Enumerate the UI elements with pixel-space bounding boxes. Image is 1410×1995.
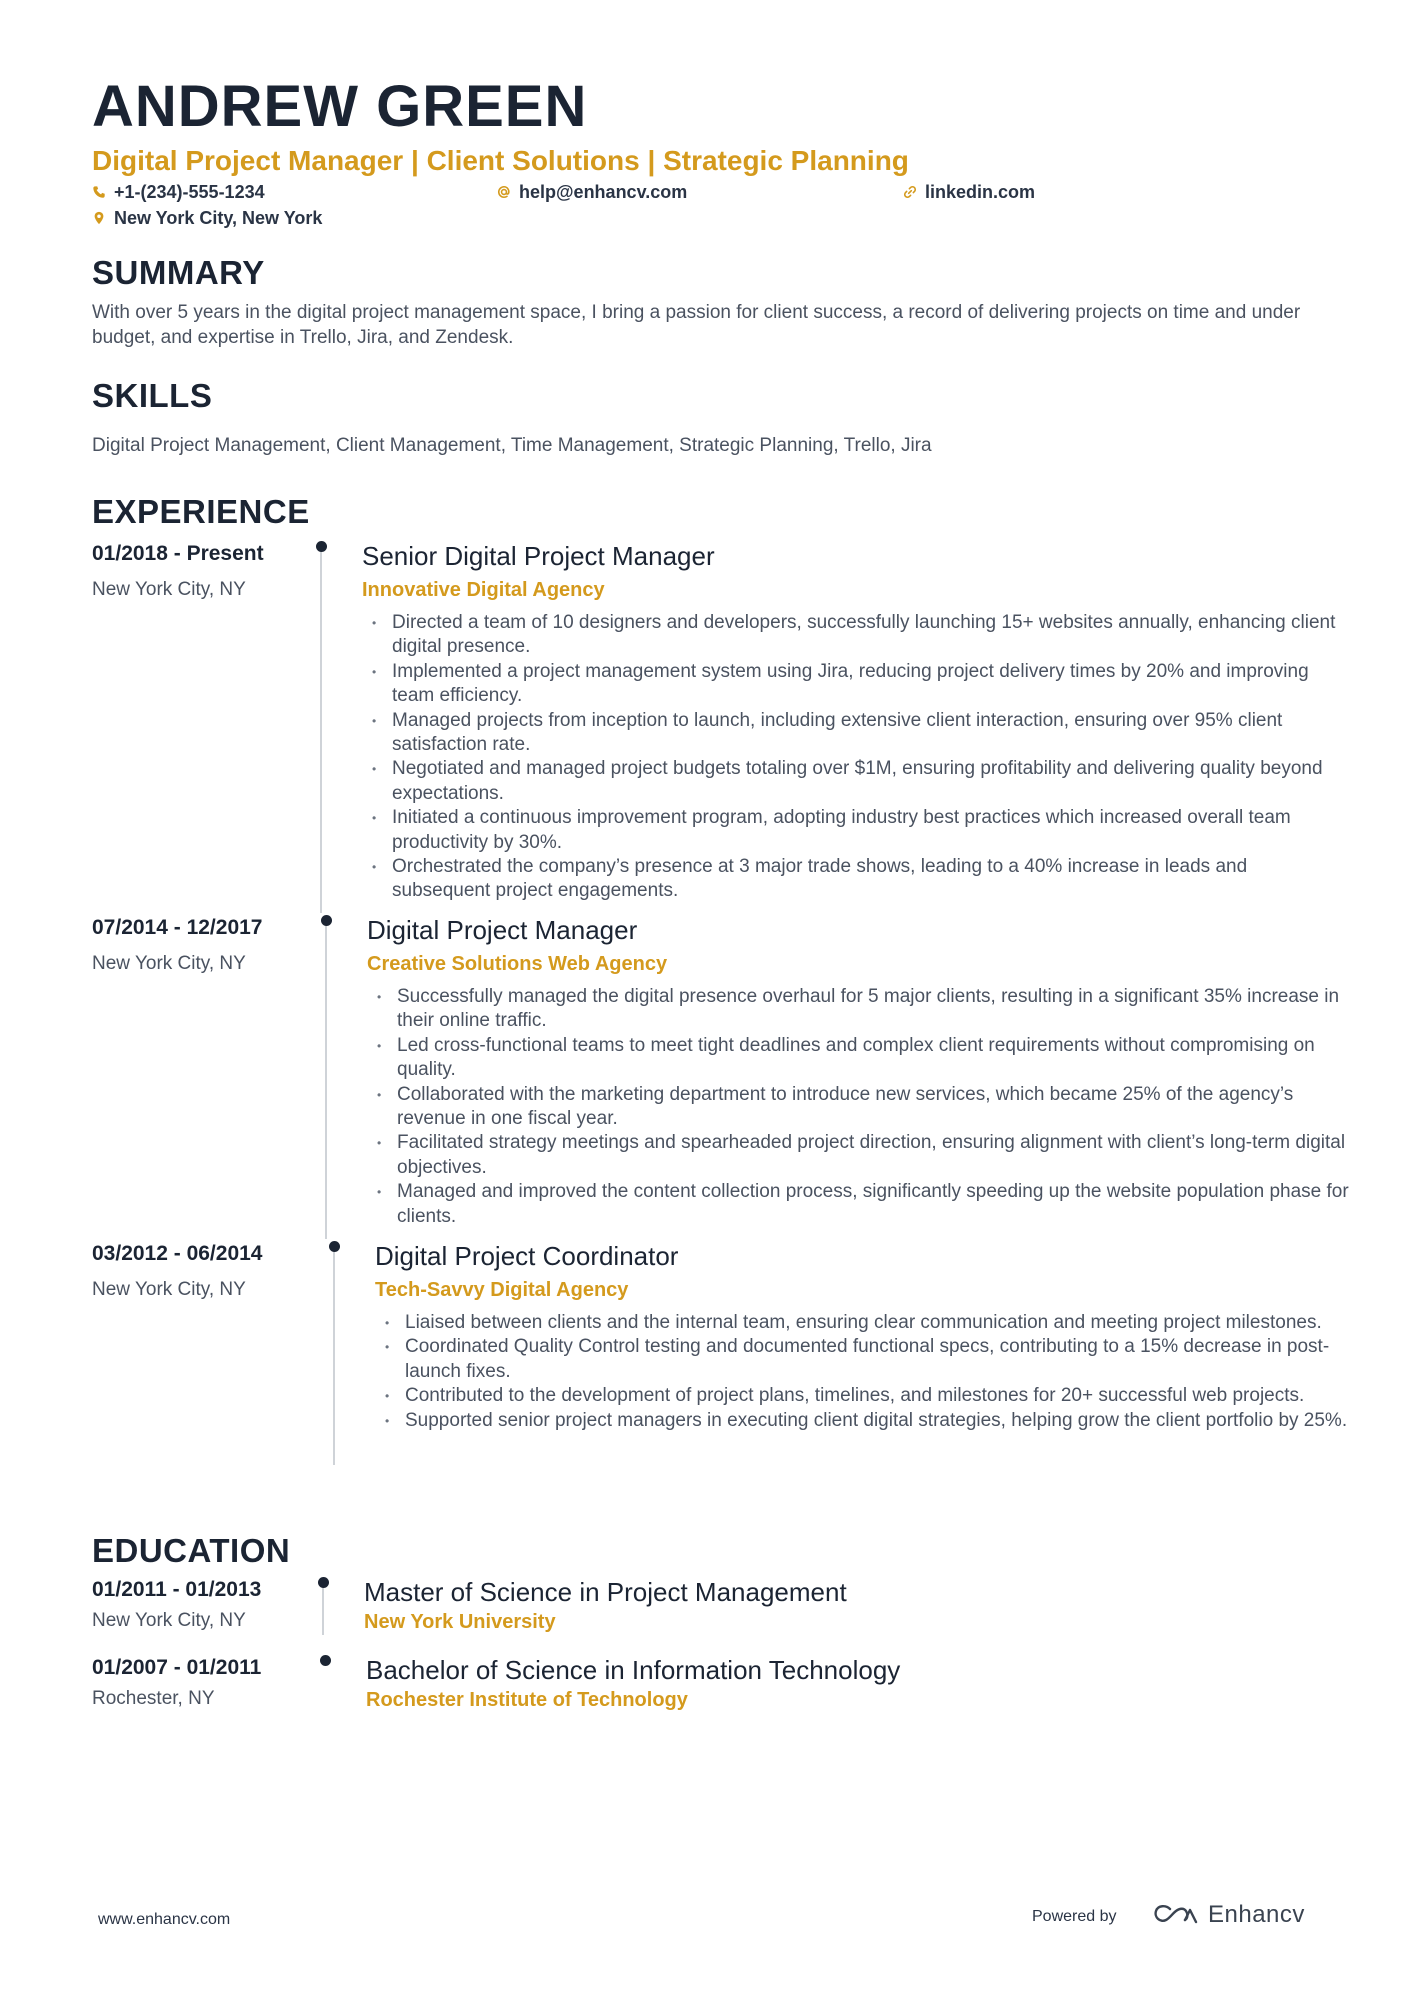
experience-role: Senior Digital Project Manager [362, 541, 715, 571]
skills-title: SKILLS [92, 377, 213, 414]
experience-bullet: • Managed projects from inception to launch, including extensive client interaction, ensuring over 95% client satisfaction rate. [368, 709, 1348, 758]
summary-text: With over 5 years in the digital project management space, I bring a passion for client success, a record of delivering projects on time and under budget, and expertise in Trello, Jira, and Zendesk. [92, 302, 1301, 348]
education-dates: 01/2007 - 01/2011 [92, 1656, 262, 1679]
education-dates: 01/2011 - 01/2013 [92, 1578, 262, 1601]
experience-company: Creative Solutions Web Agency [367, 953, 668, 975]
timeline-line [333, 1249, 335, 1465]
experience-dates: 03/2012 - 06/2014 [92, 1242, 263, 1265]
candidate-name: ANDREW GREEN [92, 74, 588, 139]
timeline-dot [316, 541, 327, 552]
link-icon [903, 185, 917, 199]
contact-phone [92, 183, 265, 201]
education-location: New York City, NY [92, 1610, 246, 1631]
summary-title: SUMMARY [92, 254, 265, 291]
powered-by-label: Powered by [1032, 1908, 1117, 1925]
email-text: help@enhancv.com [519, 182, 688, 202]
timeline-dot [318, 1577, 329, 1588]
timeline-dot [321, 915, 332, 926]
footer-url[interactable]: www.enhancv.com [98, 1911, 231, 1928]
experience-location: New York City, NY [92, 579, 246, 600]
experience-bullet: • Contributed to the development of project plans, timelines, and milestones for 20+ successful web projects. [381, 1384, 1361, 1408]
location-pin-icon [92, 211, 106, 225]
education-school: New York University [364, 1611, 556, 1633]
experience-location: New York City, NY [92, 1279, 246, 1300]
at-icon [497, 185, 511, 199]
timeline-line [325, 923, 327, 1239]
experience-role: Digital Project Manager [367, 915, 638, 945]
education-title: EDUCATION [92, 1532, 291, 1569]
experience-bullets [368, 611, 1348, 904]
experience-company: Innovative Digital Agency [362, 579, 605, 601]
experience-dates: 01/2018 - Present [92, 542, 264, 565]
experience-location: New York City, NY [92, 953, 246, 974]
experience-bullet: • Coordinated Quality Control testing and documented functional specs, contributing to a 15% decrease in post-launch fixes. [381, 1335, 1361, 1384]
experience-bullet: • Orchestrated the company’s presence at 3 major trade shows, leading to a 40% increase in leads and subsequent project engagements. [368, 855, 1348, 904]
experience-bullet: • Collaborated with the marketing department to introduce new services, which became 25% of the agency’s revenue in one fiscal year. [373, 1083, 1353, 1132]
experience-bullets [381, 1311, 1361, 1433]
location-text: New York City, New York [114, 208, 323, 228]
experience-bullet: • Negotiated and managed project budgets totaling over $1M, ensuring profitability and delivering quality beyond expectations. [368, 757, 1348, 806]
experience-title: EXPERIENCE [92, 493, 310, 530]
experience-bullet: • Liaised between clients and the internal team, ensuring clear communication and meeting project milestones. [381, 1311, 1361, 1335]
phone-text: +1-(234)-555-1234 [114, 182, 265, 202]
timeline-line [322, 1585, 324, 1635]
experience-bullet: • Facilitated strategy meetings and spearheaded project direction, ensuring alignment with client’s long-term digital objectives. [373, 1131, 1353, 1180]
experience-bullet: • Led cross-functional teams to meet tight deadlines and complex client requirements without compromising on quality. [373, 1034, 1353, 1083]
education-location: Rochester, NY [92, 1688, 215, 1709]
timeline-line [320, 549, 322, 913]
experience-bullet: • Supported senior project managers in executing client digital strategies, helping grow the client portfolio by 25%. [381, 1409, 1361, 1433]
experience-role: Digital Project Coordinator [375, 1241, 679, 1271]
experience-dates: 07/2014 - 12/2017 [92, 916, 263, 939]
education-school: Rochester Institute of Technology [366, 1689, 688, 1711]
education-degree: Bachelor of Science in Information Technology [366, 1655, 901, 1685]
experience-company: Tech-Savvy Digital Agency [375, 1279, 629, 1301]
education-degree: Master of Science in Project Management [364, 1577, 847, 1607]
linkedin-text: linkedin.com [925, 182, 1036, 202]
brand-name: Enhancv [1208, 1901, 1305, 1928]
enhancv-logo-icon [1152, 1902, 1200, 1928]
skills-text: Digital Project Management, Client Management, Time Management, Strategic Planning, Trello, Jira [92, 435, 932, 456]
phone-icon [92, 185, 106, 199]
experience-bullet: • Initiated a continuous improvement program, adopting industry best practices which increased overall team productivity by 30%. [368, 806, 1348, 855]
experience-bullets [373, 985, 1353, 1229]
timeline-dot [329, 1241, 340, 1252]
contact-location [92, 209, 322, 227]
experience-bullet: • Managed and improved the content collection process, significantly speeding up the website population phase for clients. [373, 1180, 1353, 1229]
experience-bullet: • Directed a team of 10 designers and developers, successfully launching 15+ websites annually, enhancing client digital presence. [368, 611, 1348, 660]
timeline-dot [320, 1655, 331, 1666]
headline: Digital Project Manager | Client Solutions | Strategic Planning [92, 145, 909, 176]
contact-email[interactable] [497, 183, 687, 201]
experience-bullet: • Implemented a project management system using Jira, reducing project delivery times by 20% and improving team efficiency. [368, 660, 1348, 709]
enhancv-logo[interactable] [1152, 1898, 1305, 1932]
experience-bullet: • Successfully managed the digital presence overhaul for 5 major clients, resulting in a significant 35% increase in their online traffic. [373, 985, 1353, 1034]
contact-linkedin[interactable] [903, 183, 1035, 201]
